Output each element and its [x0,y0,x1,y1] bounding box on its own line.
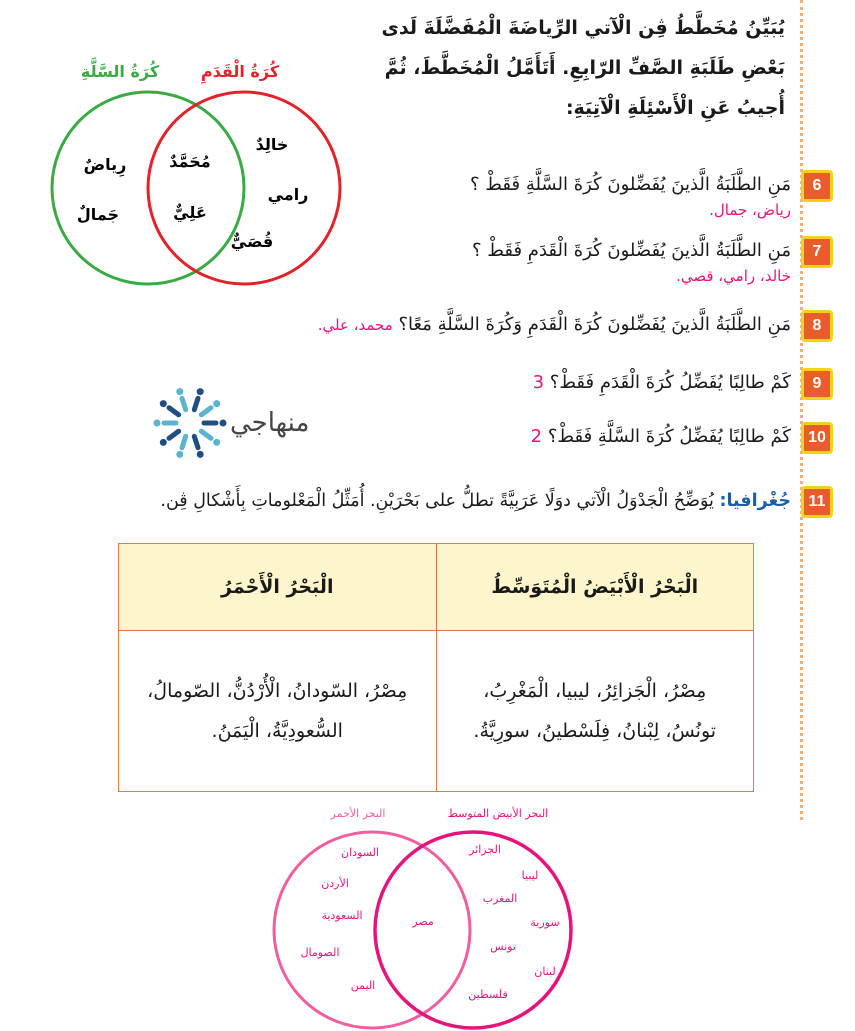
cell-line: مِصْرُ، الْجَزائِرُ، ليبيا، الْمَغْرِبُ، [483,680,707,702]
subject-label: جُغْرافيا: [719,491,791,511]
logo-figure-head [154,420,161,427]
question-text: كَمْ طالِبًا يُفَضِّلُ كُرَةَ السَّلَّةِ فَقَطْ؟ [547,426,791,447]
answer-text: 2 [530,426,543,447]
question-11 [160,486,833,518]
logo-figure-head [160,439,167,446]
logo-figure-head [197,451,204,458]
venn-name: عَلِيٌّ [173,203,207,222]
answer-text: رياض، جمال. [709,201,791,219]
venn-name: رامي [267,185,309,204]
question-number-badge: 6 [801,170,833,202]
question-number-badge: 8 [801,310,833,342]
venn-country: الصومال [300,946,340,959]
question-number-badge: 10 [801,422,833,454]
seas-table [118,543,754,792]
logo-figure-body [194,398,198,409]
table-cell [119,631,437,792]
venn-name: مُحَمَّدٌ [169,152,211,171]
venn-country: لبنان [534,965,556,978]
logo-figure-body [182,436,186,447]
answer-text: محمد، علي. [317,316,393,334]
logo-figure-head [213,439,220,446]
logo-figure-body [201,431,211,438]
cell-line: السُّعودِيَّةُ، الْيَمَنُ. [211,720,343,742]
venn-country: الجزائر [469,843,501,856]
red-sea-circle [274,832,470,1028]
table-header: الْبَحْرُ الْأَبْيَضُ الْمُتَوَسِّطُ [436,544,754,631]
question-text: يُوَضِّحُ الْجَدْوَلُ الْآتي دوَلًا عَرَبِيَّةً تطلُّ على بَحْرَيْنِ. أُمَثِّلُ الْمَعْلوماتِ بِأَشْكالِ ڤِن. [160,491,714,511]
venn-country: سورية [530,916,560,929]
question-7 [472,236,833,286]
question-number-badge: 11 [801,486,833,518]
logo-figure-body [169,431,179,438]
logo-figure-body [169,408,179,415]
logo-figure-body [194,436,198,447]
question-number-badge: 7 [801,236,833,268]
question-text: مَنِ الطَّلَبَةُ الَّذينَ يُفَضِّلونَ كُرَةَ الْقَدَمِ وَكُرَةَ السَّلَّةِ مَعًا؟ [398,314,791,335]
logo-figure-head [213,400,220,407]
logo-figure-head [176,451,183,458]
venn-country: المغرب [482,892,518,905]
logo-text: منهاجي [230,408,310,438]
answer-text: خالد، رامي، قصي. [676,267,791,285]
venn-country: السعودية [321,909,363,922]
venn-country: اليمن [350,979,376,992]
red-sea-label: البحر الأحمر [330,807,386,820]
mediterranean-label: البحر الأبيض المتوسط [447,807,549,820]
intro-line: أُجيبُ عَنِ الْأَسْئِلَةِ الْآتِيَةِ: [565,97,785,119]
seas-venn-diagram [260,795,590,1031]
venn-country: مصر [412,915,434,928]
sports-venn-diagram [0,40,360,300]
intro-line: يُبَيِّنُ مُخَطَّطُ ڤِن الْآتي الرِّياضَةَ الْمُفَضَّلَةَ لَدى [381,17,785,39]
question-text: مَنِ الطَّلَبَةُ الَّذينَ يُفَضِّلونَ كُرَةَ السَّلَّةِ فَقَطْ ؟ [470,174,791,195]
logo-people-circle-icon [150,383,230,463]
question-number-badge: 9 [801,368,833,400]
answer-text: 3 [532,372,545,393]
logo-figure-head [220,420,227,427]
football-label: كُرَةُ الْقَدَمِ [200,62,280,81]
venn-country: فلسطين [468,988,508,1001]
table-cell [436,631,754,792]
logo-figure-head [160,400,167,407]
cell-line: تونُسُ، لِبْنانُ، فِلَسْطينُ، سورِيَّةُ. [473,720,717,742]
cell-line: مِصْرُ، السّودانُ، الْأُرْدُنُّ، الصّومالُ، [147,680,408,702]
logo-figure-head [197,388,204,395]
basketball-label: كُرَةُ السَّلَّةِ [80,62,160,81]
logo-figure-head [176,388,183,395]
logo-figure-body [182,398,186,409]
question-6 [470,170,833,220]
venn-country: الأردن [321,877,349,890]
venn-country: ليبيا [521,869,539,882]
venn-name: رِياضٌ [83,155,127,174]
table-header: الْبَحْرُ الْأَحْمَرُ [119,544,437,631]
question-10 [531,422,833,454]
venn-name: قُصَيٌّ [230,232,274,251]
venn-country: تونس [490,940,516,953]
question-9 [533,368,833,400]
logo-figure-body [201,408,211,415]
dotted-margin-rule [800,0,803,820]
question-text: مَنِ الطَّلَبَةُ الَّذينَ يُفَضِّلونَ كُرَةَ الْقَدَمِ فَقَطْ ؟ [472,240,791,261]
intro-line: بَعْضِ طَلَبَةِ الصَّفِّ الرّابِعِ. أَتَأَمَّلُ الْمُخَطَّطَ، ثُمَّ [384,57,785,79]
venn-name: خالِدٌ [255,135,289,154]
venn-name: جَمالٌ [76,205,120,224]
venn-country: السودان [341,846,379,859]
intro-paragraph [355,8,785,128]
manhaji-logo [150,383,317,463]
question-text: كَمْ طالِبًا يُفَضِّلُ كُرَةَ الْقَدَمِ فَقَطْ؟ [549,372,791,393]
question-8 [318,310,833,342]
